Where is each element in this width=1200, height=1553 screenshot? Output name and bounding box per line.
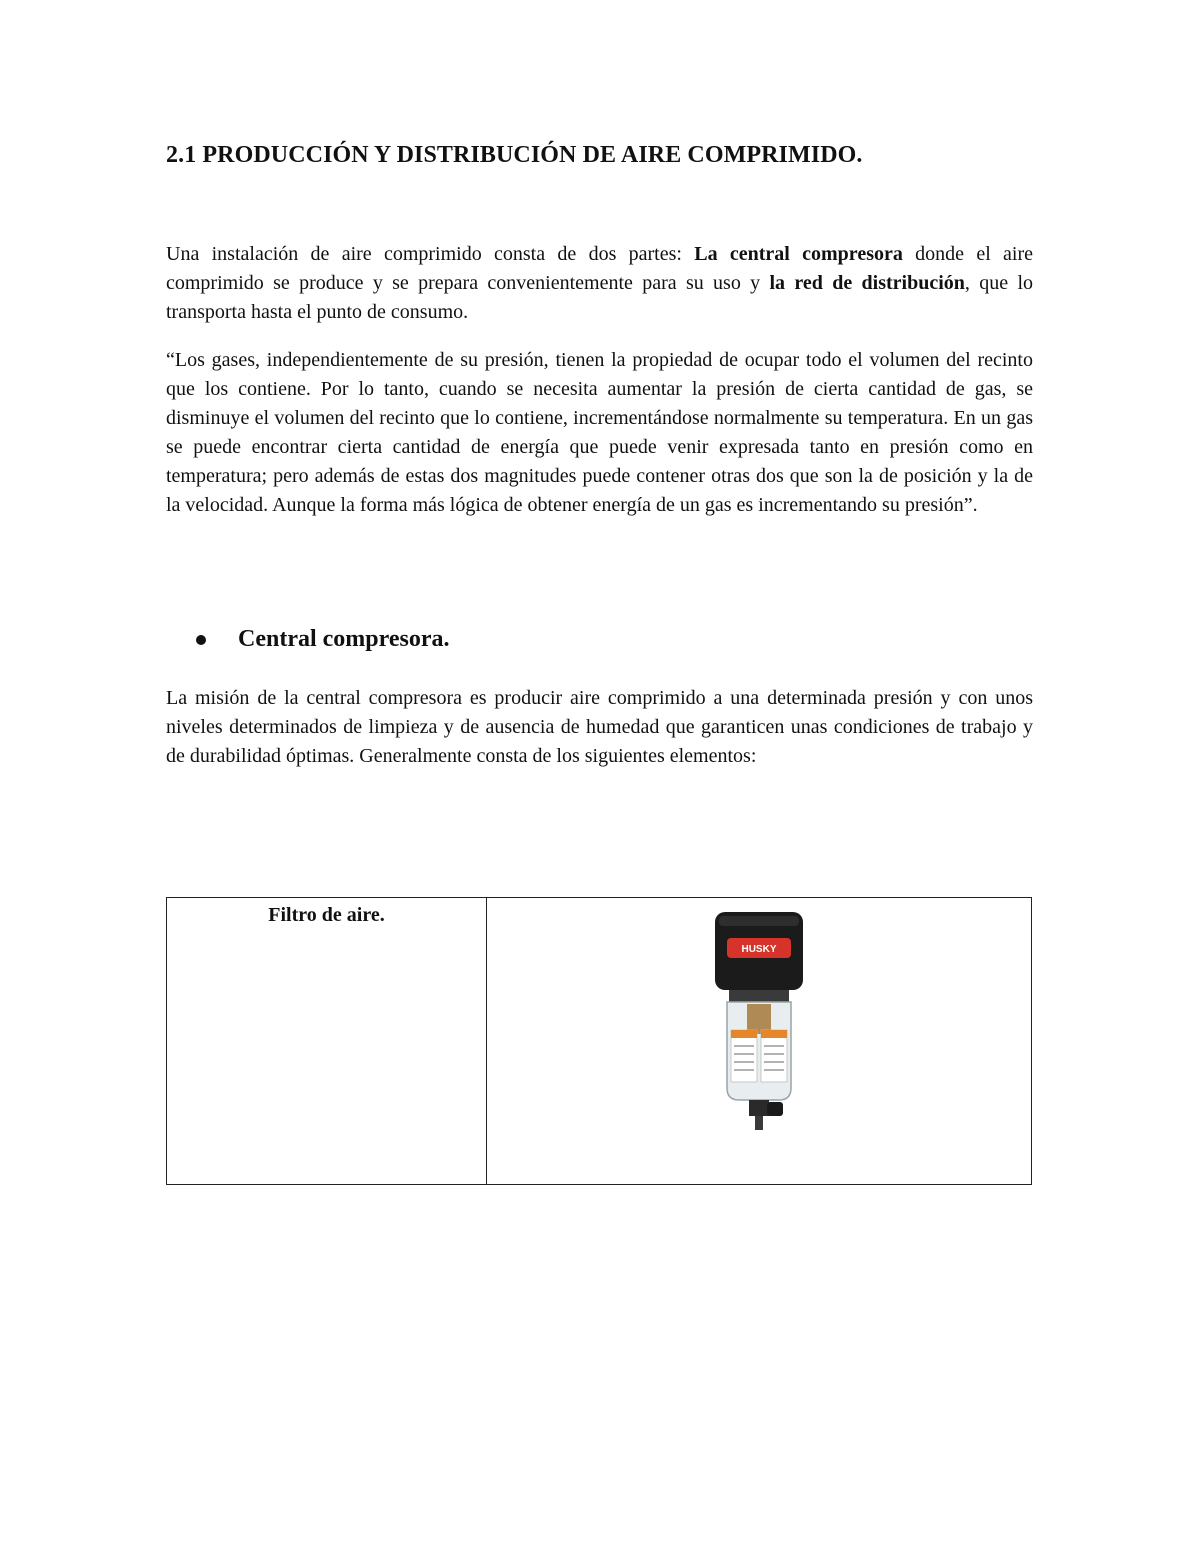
drain-body [749,1100,769,1116]
section-heading: 2.1 PRODUCCIÓN Y DISTRIBUCIÓN DE AIRE COMPRIMIDO. [166,142,863,168]
intro-bold-red: la red de distribución [769,272,965,294]
filter-collar [729,990,789,1002]
filter-cap-shade [719,916,799,926]
table-cell-image [487,898,1031,1184]
warning-label-left-stripe [731,1030,757,1038]
filter-element [747,1004,771,1034]
quote-paragraph: “Los gases, independientemente de su presión, tienen la propiedad de ocupar todo el volumen del recinto que los contiene. Por lo tanto, cuando se necesita aumentar la presión de cierta cantidad de gas, se disminuye el volumen del recinto que lo contiene, incrementándose normalmente su temperatura. En un gas se puede encontrar cierta cantidad de energía que puede venir expresada tanto en presión como en temperatura; pero además de estas dos magnitudes puede contener otras dos que son la de posición y la de la velocidad. Aunque la forma más lógica de obtener energía de un gas es incrementando su presión”. [166,349,1033,516]
drain-knob [767,1102,783,1116]
air-filter-product-photo [709,908,809,1138]
elements-table [166,897,1032,1185]
drain-tip [755,1116,763,1130]
bullet-item [196,626,450,653]
table-cell-label [167,898,487,1184]
intro-paragraph [166,240,1033,327]
warning-label-right-stripe [761,1030,787,1038]
intro-text-part1: Una instalación de aire comprimido consta de dos partes: [166,243,695,265]
bullet-heading: Central compresora. [238,626,450,652]
mission-paragraph: La misión de la central compresora es producir aire comprimido a una determinada presión y con unos niveles determinados de limpieza y de ausencia de humedad que garanticen unas condiciones de trabajo y de durabilidad óptimas. Generalmente consta de los siguientes elementos: [166,687,1033,767]
filter-label: Filtro de aire. [268,904,385,926]
intro-text-part2: donde el aire comprimido se produce y se prepara convenientemente para su uso y [166,243,1034,294]
intro-bold-central: La central compresora [694,243,903,265]
intro-text-part3: , que lo transporta hasta el punto de consumo. [166,272,1034,323]
brand-text: HUSKY [741,944,777,955]
bullet-dot-icon [196,635,206,645]
